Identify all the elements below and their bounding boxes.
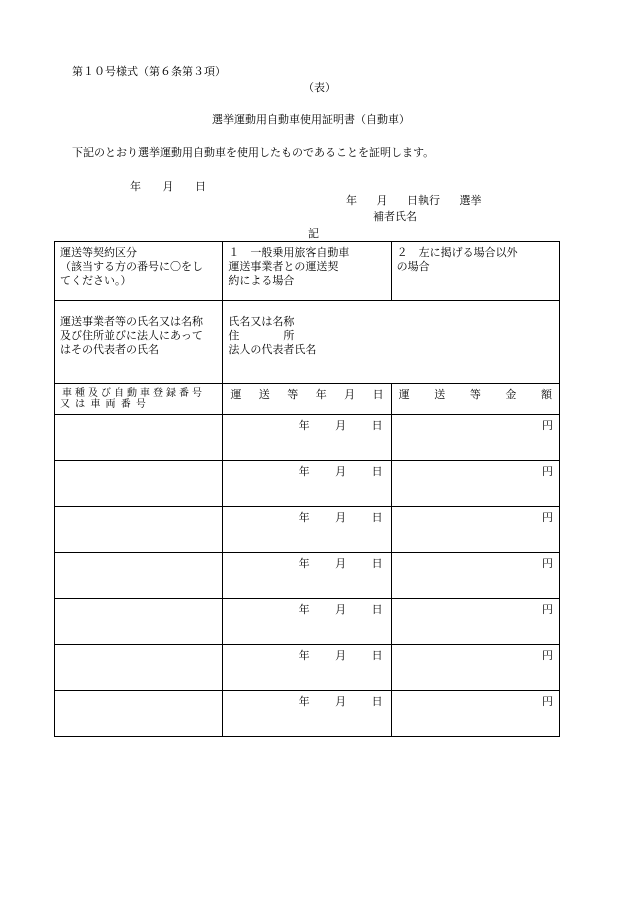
vehicle-number-cell[interactable]: [55, 691, 223, 737]
operator-address-label: 住 所: [228, 329, 295, 342]
transport-amount-cell[interactable]: 円: [391, 507, 559, 553]
table-header-row: [55, 384, 560, 415]
transport-amount-header-char: 額: [540, 388, 552, 401]
transport-date-header: [223, 384, 391, 415]
table-row: [55, 691, 560, 737]
transport-amount-header-char: 送: [434, 388, 446, 401]
operator-name-label: 氏名又は名称: [228, 315, 295, 328]
vehicle-header-line2: 又 は 車 両 番 号: [60, 399, 147, 410]
transport-amount-header-char: 金: [505, 388, 517, 401]
vehicle-number-cell[interactable]: [55, 553, 223, 599]
contract-type-label: 運送等契約区分 （該当する方の番号に〇をし てください。）: [55, 242, 223, 301]
form-number: 第１０号様式（第６条第３項）: [72, 65, 226, 78]
vehicle-number-cell[interactable]: [55, 599, 223, 645]
vehicle-header-line1: 車種及び自動車登録番号: [62, 388, 205, 399]
transport-amount-cell[interactable]: 円: [391, 645, 559, 691]
transport-amount-cell[interactable]: 円: [391, 553, 559, 599]
transport-amount-header: [391, 384, 559, 415]
transport-date-cell[interactable]: 年 月 日: [223, 507, 391, 553]
operator-representative-label: 法人の代表者氏名: [228, 343, 317, 356]
table-row: [55, 599, 560, 645]
contract-option-1[interactable]: １ 一般乗用旅客自動車 運送事業者との運送契 約による場合: [223, 242, 391, 301]
transport-date-cell[interactable]: 年 月 日: [223, 645, 391, 691]
transport-date-header-char: 年: [315, 388, 327, 401]
transport-amount-header-char: 運: [398, 388, 410, 401]
transport-date-header-char: 送: [258, 388, 270, 401]
operator-row: [55, 301, 560, 384]
document-title: 選挙運動用自動車使用証明書（自動車）: [212, 113, 410, 126]
vehicle-number-cell[interactable]: [55, 461, 223, 507]
table-row: [55, 461, 560, 507]
table-row: [55, 415, 560, 461]
contract-option-2[interactable]: ２ 左に掲げる場合以外 の場合: [391, 242, 559, 301]
transport-date-header-char: 運: [230, 388, 242, 401]
transport-amount-cell[interactable]: 円: [391, 691, 559, 737]
table-row: [55, 507, 560, 553]
side-label: （表）: [303, 81, 336, 94]
candidate-name-label: 補者氏名: [373, 210, 417, 223]
election-execution-date: 年 月 日執行 選挙: [346, 194, 482, 207]
transport-date-cell[interactable]: 年 月 日: [223, 691, 391, 737]
transport-date-header-char: 日: [372, 388, 384, 401]
transport-date-header-char: 等: [287, 388, 299, 401]
certificate-table: [54, 241, 560, 737]
vehicle-number-cell[interactable]: [55, 507, 223, 553]
certification-date: 年 月 日: [130, 180, 206, 193]
contract-type-row: [55, 242, 560, 301]
table-row: [55, 553, 560, 599]
transport-amount-header-char: 等: [469, 388, 481, 401]
table-row: [55, 645, 560, 691]
vehicle-number-header: [55, 384, 223, 415]
transport-amount-cell[interactable]: 円: [391, 599, 559, 645]
ki-marker: 記: [308, 227, 319, 240]
transport-date-cell[interactable]: 年 月 日: [223, 599, 391, 645]
certification-statement: 下記のとおり選挙運動用自動車を使用したものであることを証明します。: [72, 146, 435, 159]
transport-date-cell[interactable]: 年 月 日: [223, 461, 391, 507]
operator-details[interactable]: [223, 301, 560, 384]
transport-date-cell[interactable]: 年 月 日: [223, 553, 391, 599]
vehicle-number-cell[interactable]: [55, 645, 223, 691]
transport-amount-cell[interactable]: 円: [391, 415, 559, 461]
operator-label: 運送事業者等の氏名又は名称 及び住所並びに法人にあって はその代表者の氏名: [55, 301, 223, 384]
transport-date-cell[interactable]: 年 月 日: [223, 415, 391, 461]
transport-amount-cell[interactable]: 円: [391, 461, 559, 507]
transport-date-header-char: 月: [344, 388, 356, 401]
vehicle-number-cell[interactable]: [55, 415, 223, 461]
